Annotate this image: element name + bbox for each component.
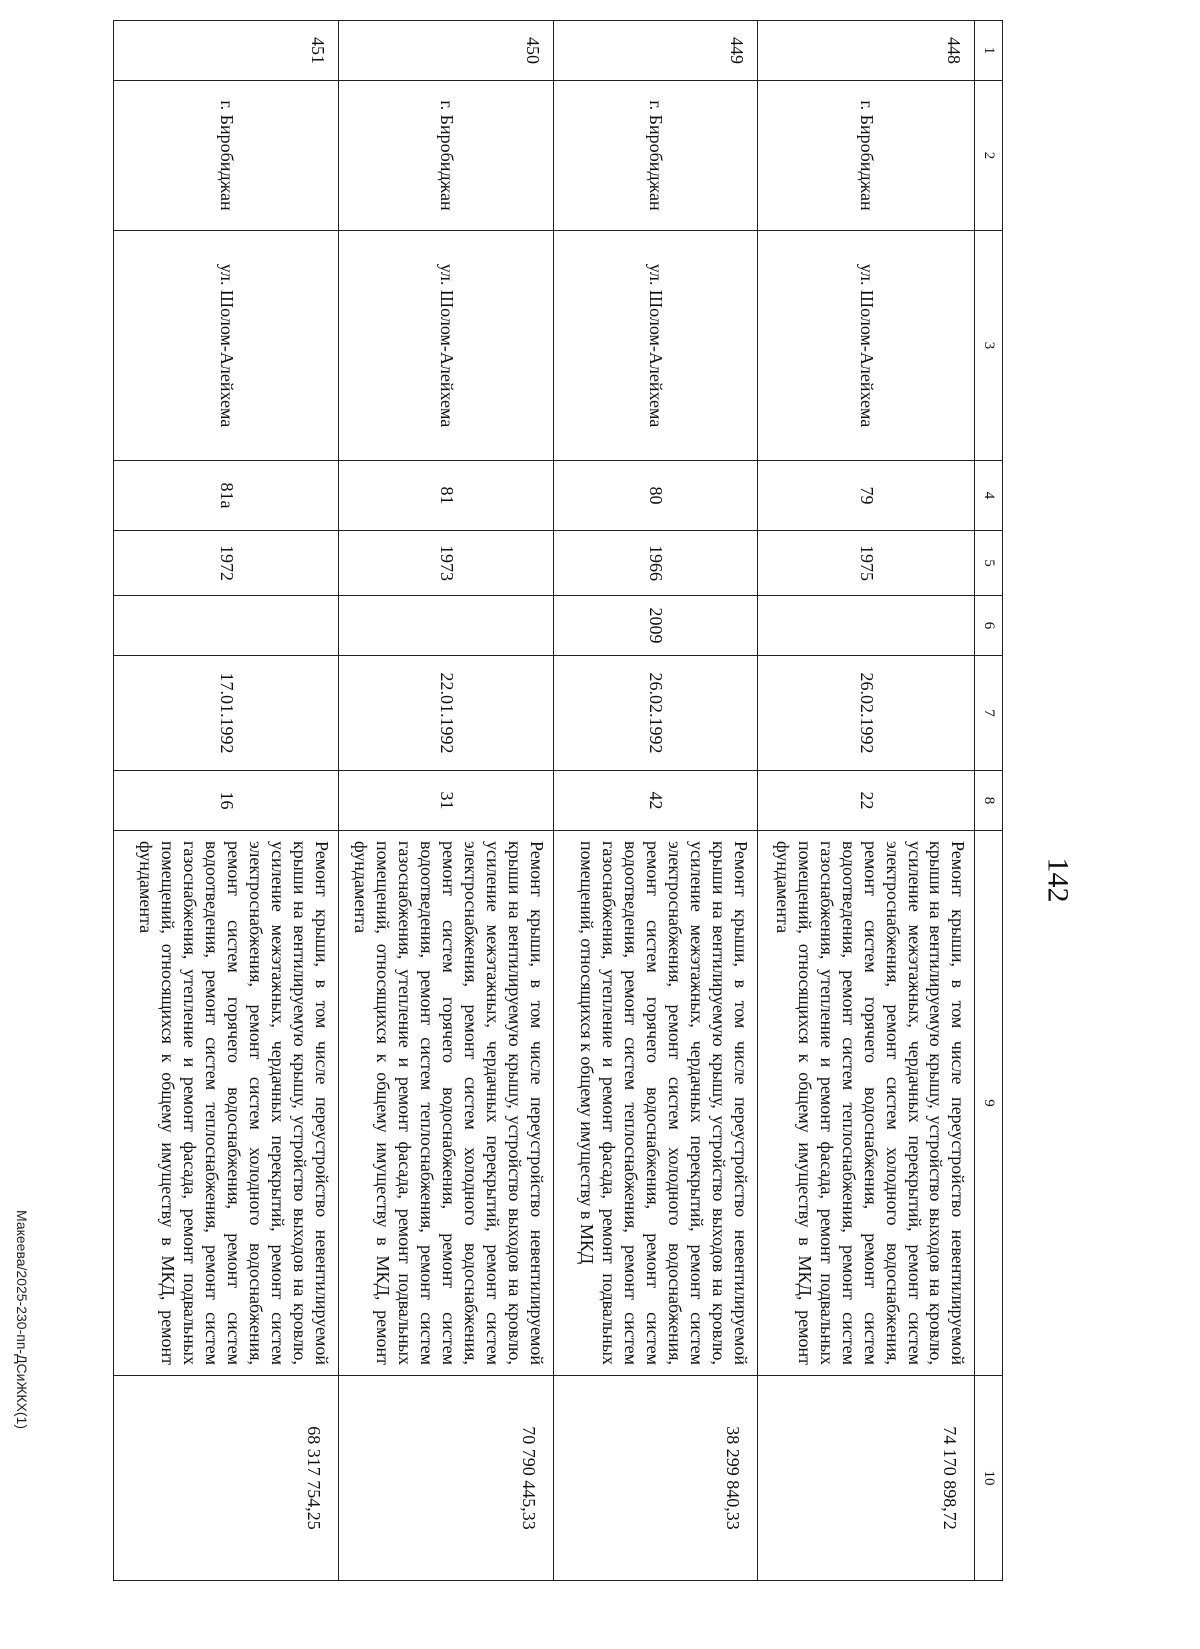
house-cell: 79 xyxy=(757,461,975,531)
housing-register-table xyxy=(113,20,1003,1581)
date-cell: 17.01.1992 xyxy=(114,656,339,771)
column-header: 5 xyxy=(975,531,1003,596)
year-repair-cell xyxy=(757,596,975,656)
city-cell: г. Биробиджан xyxy=(553,81,757,231)
table-row xyxy=(114,21,339,1581)
date-cell: 26.02.1992 xyxy=(757,656,975,771)
year-repair-cell xyxy=(114,596,339,656)
column-number-row xyxy=(975,21,1003,1581)
house-cell: 81 xyxy=(338,461,553,531)
column-header: 6 xyxy=(975,596,1003,656)
date-cell: 26.02.1992 xyxy=(553,656,757,771)
document-footer: Макеева/2025-230-пп-ДСиЖКХ(1) xyxy=(14,1210,30,1430)
year-built-cell: 1966 xyxy=(553,531,757,596)
city-cell: г. Биробиджан xyxy=(757,81,975,231)
street-cell: ул. Шолом-Алейхема xyxy=(338,231,553,461)
row-number: 451 xyxy=(114,21,339,81)
year-repair-cell xyxy=(338,596,553,656)
house-cell: 80 xyxy=(553,461,757,531)
year-repair-cell: 2009 xyxy=(553,596,757,656)
col8-cell: 42 xyxy=(553,771,757,831)
street-cell: ул. Шолом-Алейхема xyxy=(114,231,339,461)
column-header: 2 xyxy=(975,81,1003,231)
cost-cell: 68 317 754,25 xyxy=(114,1376,339,1581)
column-header: 10 xyxy=(975,1376,1003,1581)
rotated-sheet xyxy=(113,20,1003,1580)
col8-cell: 22 xyxy=(757,771,975,831)
street-cell: ул. Шолом-Алейхема xyxy=(553,231,757,461)
column-header: 9 xyxy=(975,831,1003,1376)
row-number: 449 xyxy=(553,21,757,81)
column-header: 1 xyxy=(975,21,1003,81)
column-header: 8 xyxy=(975,771,1003,831)
year-built-cell: 1975 xyxy=(757,531,975,596)
page-number: 142 xyxy=(1041,857,1075,903)
works-cell: Ремонт крыши, в том числе переустройство невентилируемой крыши на вентилируемую крышу, устройство выходов на кровлю, усиление межэтажных, чердачных перекрытий, ремонт систем электроснабжения, ремонт систем холодного водоснабжения, ремонт систем горячего водоснабжения, ремонт систем водоотведения, ремонт систем теплоснабжения, ремонт систем газоснабжения, утепление и ремонт фасада, ремонт подвальных помещений, относящихся к общему имуществу в МКД, ремонт фундамента xyxy=(338,831,553,1376)
column-header: 7 xyxy=(975,656,1003,771)
row-number: 448 xyxy=(757,21,975,81)
works-cell: Ремонт крыши, в том числе переустройство невентилируемой крыши на вентилируемую крышу, устройство выходов на кровлю, усиление межэтажных, чердачных перекрытий, ремонт систем электроснабжения, ремонт систем холодного водоснабжения, ремонт систем горячего водоснабжения, ремонт систем водоотведения, ремонт систем теплоснабжения, ремонт систем газоснабжения, утепление и ремонт фасада, ремонт подвальных помещений, относящихся к общему имуществу в МКД, ремонт фундамента xyxy=(114,831,339,1376)
house-cell: 81а xyxy=(114,461,339,531)
column-header: 3 xyxy=(975,231,1003,461)
row-number: 450 xyxy=(338,21,553,81)
street-cell: ул. Шолом-Алейхема xyxy=(757,231,975,461)
year-built-cell: 1973 xyxy=(338,531,553,596)
year-built-cell: 1972 xyxy=(114,531,339,596)
col8-cell: 16 xyxy=(114,771,339,831)
works-cell: Ремонт крыши, в том числе переустройство невентилируемой крыши на вентилируемую крышу, устройство выходов на кровлю, усиление межэтажных, чердачных перекрытий, ремонт систем электроснабжения, ремонт систем холодного водоснабжения, ремонт систем горячего водоснабжения, ремонт систем водоотведения, ремонт систем теплоснабжения, ремонт систем газоснабжения, утепление и ремонт фасада, ремонт подвальных помещений, относящихся к общему имуществу в МКД xyxy=(553,831,757,1376)
table-row xyxy=(757,21,975,1581)
works-cell: Ремонт крыши, в том числе переустройство невентилируемой крыши на вентилируемую крышу, устройство выходов на кровлю, усиление межэтажных, чердачных перекрытий, ремонт систем электроснабжения, ремонт систем холодного водоснабжения, ремонт систем горячего водоснабжения, ремонт систем водоотведения, ремонт систем теплоснабжения, ремонт систем газоснабжения, утепление и ремонт фасада, ремонт подвальных помещений, относящихся к общему имуществу в МКД, ремонт фундамента xyxy=(757,831,975,1376)
city-cell: г. Биробиджан xyxy=(114,81,339,231)
col8-cell: 31 xyxy=(338,771,553,831)
column-header: 4 xyxy=(975,461,1003,531)
cost-cell: 38 299 840,33 xyxy=(553,1376,757,1581)
table-row xyxy=(338,21,553,1581)
date-cell: 22.01.1992 xyxy=(338,656,553,771)
cost-cell: 74 170 898,72 xyxy=(757,1376,975,1581)
table-row xyxy=(553,21,757,1581)
cost-cell: 70 790 445,33 xyxy=(338,1376,553,1581)
city-cell: г. Биробиджан xyxy=(338,81,553,231)
